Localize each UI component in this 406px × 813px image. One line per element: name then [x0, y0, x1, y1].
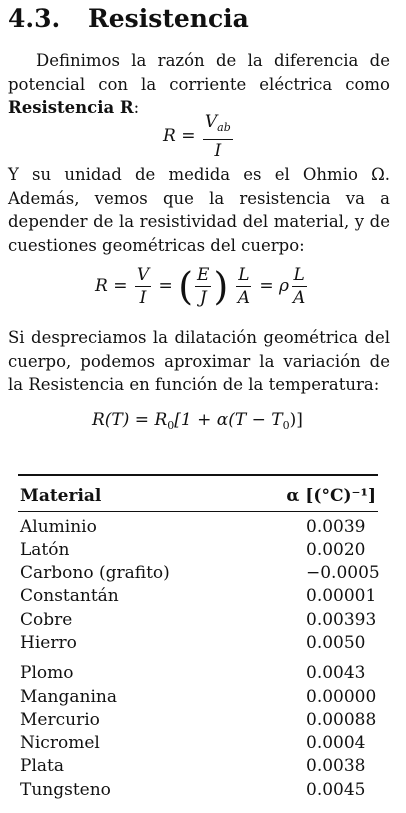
eq1-lhs: R	[163, 126, 176, 146]
alpha-value: 0.00000	[306, 686, 377, 707]
alpha-value: 0.0038	[306, 756, 366, 777]
eq1-fraction	[203, 112, 233, 161]
eq1-numerator: $V_{ab}$	[203, 112, 233, 140]
alpha-value: 0.0039	[306, 516, 366, 537]
paragraph-definition	[8, 49, 390, 120]
table-row	[18, 585, 378, 608]
equation-temperature-dependence: $R(T) = R_0[1 + \alpha(T - T_0)]$	[92, 410, 303, 432]
table-row	[18, 732, 378, 755]
material-name: Latón	[20, 539, 70, 560]
alpha-value: 0.0045	[306, 779, 366, 800]
material-name: Tungsteno	[20, 779, 111, 800]
table-row	[18, 779, 378, 802]
table-row	[18, 662, 378, 685]
section-title: Resistencia	[88, 4, 249, 33]
table-row	[18, 609, 378, 632]
table-body	[18, 516, 378, 803]
coefficient-table	[18, 474, 378, 802]
alpha-value: 0.0043	[306, 663, 366, 684]
material-name: Aluminio	[20, 516, 97, 537]
material-name: Nicromel	[20, 733, 100, 754]
alpha-value: 0.00088	[306, 709, 377, 730]
alpha-value: 0.0050	[306, 632, 366, 653]
table-row	[18, 709, 378, 732]
material-name: Hierro	[20, 632, 77, 653]
table-header-rule	[18, 511, 378, 512]
table-header	[18, 476, 378, 506]
paragraph-definition-tail: :	[133, 98, 140, 117]
paragraph-temperature: Si despreciamos la dilatación geométrica del cuerpo, podemos aproximar la variación de la Resistencia en función de la temperatura:	[8, 328, 390, 394]
material-name: Manganina	[20, 686, 117, 707]
eq1-denominator: I	[214, 141, 222, 161]
table-row	[18, 632, 378, 655]
material-name: Carbono (grafito)	[20, 563, 170, 584]
alpha-value: 0.00001	[306, 586, 377, 607]
resistencia-term: Resistencia R	[8, 98, 134, 117]
table-row	[18, 539, 378, 562]
table-row	[18, 686, 378, 709]
equation-resistivity: R = $\frac{V}{I}$ = ( $\frac{E}{J}$ ) $\frac{L}{A}$ = ρ $\frac{L}{A}$	[95, 264, 306, 309]
section-heading	[8, 4, 249, 33]
material-name: Cobre	[20, 609, 73, 630]
paragraph-units: Y su unidad de medida es el Ohmio Ω. Además, vemos que la resistencia va a depender de la resistividad del material, y de cuestiones geométricas del cuerpo:	[8, 165, 390, 255]
table-row	[18, 516, 378, 539]
header-material: Material	[20, 485, 102, 506]
section-number: 4.3.	[8, 4, 61, 33]
alpha-value: −0.0005	[306, 563, 380, 584]
table-row	[18, 755, 378, 778]
alpha-value: 0.0020	[306, 539, 366, 560]
material-name: Plomo	[20, 663, 74, 684]
material-name: Mercurio	[20, 709, 100, 730]
paragraph-definition-text: Definimos la razón de la diferencia de potencial con la corriente eléctrica como	[8, 51, 390, 94]
equation-resistance-definition: R = $\frac{V_{ab}}{I}$	[163, 112, 231, 161]
table-group-gap	[18, 655, 378, 662]
table-row	[18, 562, 378, 585]
material-name: Constantán	[20, 586, 119, 607]
alpha-value: 0.00393	[306, 609, 377, 630]
header-alpha: α [(°C)⁻¹]	[286, 485, 376, 506]
material-name: Plata	[20, 756, 64, 777]
alpha-value: 0.0004	[306, 733, 366, 754]
